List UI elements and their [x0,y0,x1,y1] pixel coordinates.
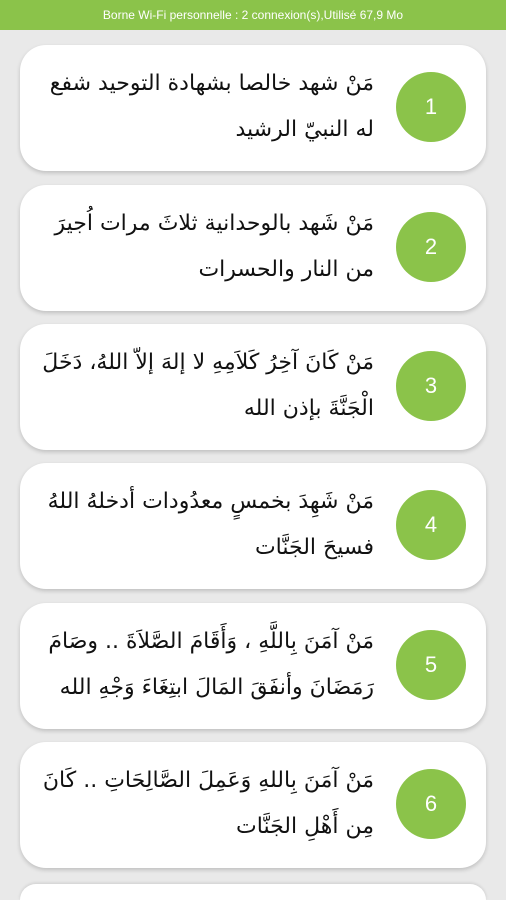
item-number-badge: 2 [396,212,466,282]
item-text: مَنْ آمَنَ بِاللهِ وَعَمِلَ الصَّالِحَاتِ .. كَانَ مِن أَهْلِ الجَنَّات [42,768,374,839]
list-item[interactable] [20,463,486,589]
item-text: مَنْ كَانَ آخِرُ كَلاَمِهِ لا إلهَ إلاّ اللهُ، دَخَلَ الْجَنَّةَ بإذن الله [42,350,374,421]
item-text: مَنْ آمَنَ بِاللَّهِ ، وَأَقَامَ الصَّلاَةَ .. وصَامَ رَمَضَانَ وأنفَقَ المَالَ ابتِغَاءَ وَجْهِ الله [48,629,374,700]
item-text: مَنْ شَهد بالوحدانية ثلاثَ مرات اُجيرَ من النار والحسرات [54,211,374,282]
item-text: مَنْ شهد خالصا بشهادة التوحيد شفع له النبيّ الرشيد [49,71,374,142]
next-card-edge [20,884,486,900]
list-item[interactable] [20,45,486,171]
list-item[interactable] [20,185,486,311]
item-number-badge: 3 [396,351,466,421]
list-item[interactable] [20,742,486,868]
item-number-badge: 4 [396,490,466,560]
item-text: مَنْ شَهِدَ بخمسٍ معدُودات أدخلهُ اللهُ فسيحَ الجَنَّات [47,489,374,560]
status-bar [0,0,506,30]
list-item[interactable] [20,324,486,450]
list-item[interactable] [20,603,486,729]
status-bar-text: Borne Wi-Fi personnelle : 2 connexion(s),Utilisé 67,9 Mo [102,8,404,22]
item-number-badge: 1 [396,72,466,142]
item-number-badge: 6 [396,769,466,839]
item-number-badge: 5 [396,630,466,700]
